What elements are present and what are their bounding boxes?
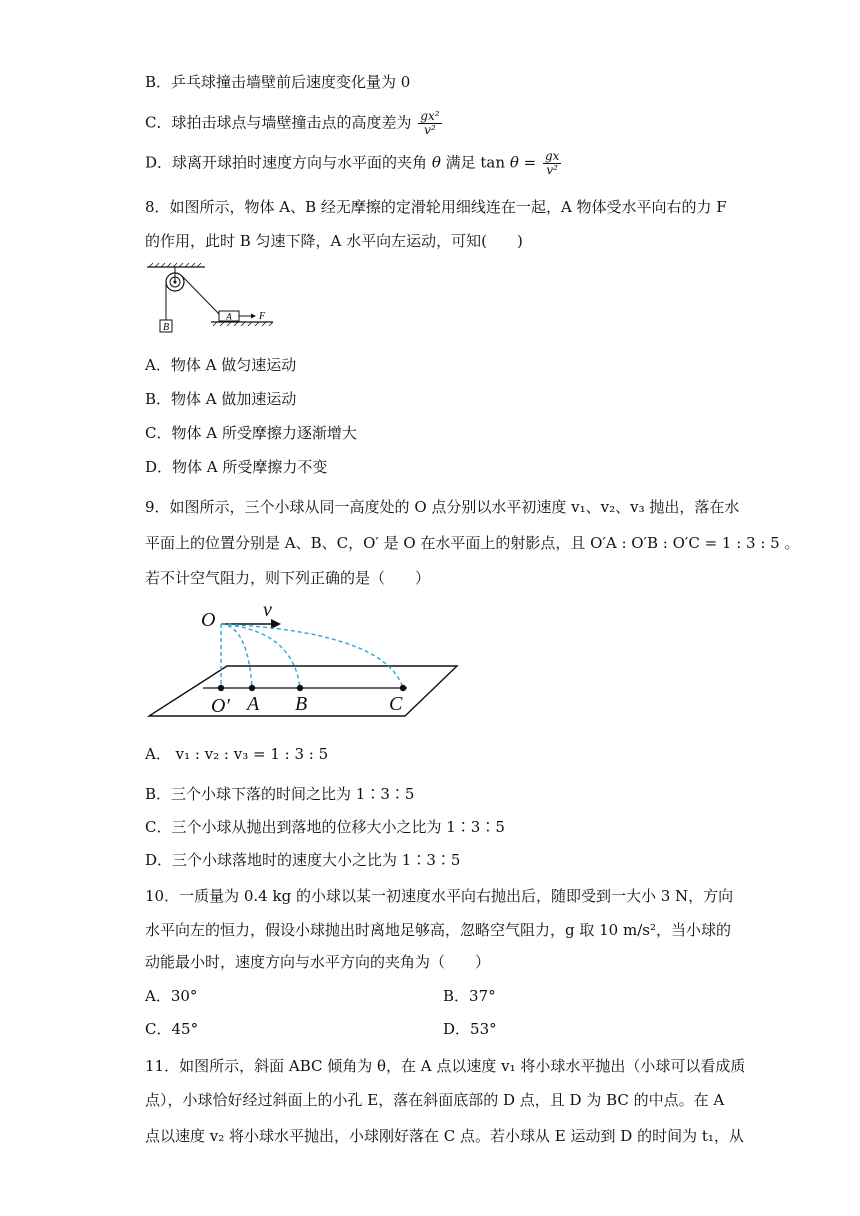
q8-option-d: D．物体 A 所受摩擦力不变 [145, 458, 328, 476]
fraction-denominator: v² [424, 123, 436, 137]
q9-stem-line3: 若不计空气阻力，则下列正确的是（ ） [145, 569, 431, 587]
trajectory-lines [221, 624, 403, 688]
q11-stem-line2: 点），小球恰好经过斜面上的小孔 E，落在斜面底部的 D 点，且 D 为 BC 的中点。在 A [145, 1091, 725, 1109]
q8-option-a: A．物体 A 做匀速运动 [145, 356, 297, 374]
q9-stem-line2: 平面上的位置分别是 A、B、C，O′ 是 O 在水平面上的射影点，且 O′A : O′B : O′C = 1 : 3 : 5 。 [145, 534, 800, 552]
q8-stem-line2: 的作用，此时 B 匀速下降，A 水平向左运动，可知( ) [145, 232, 523, 250]
label-v: v [263, 599, 272, 621]
q7-option-c [145, 110, 444, 137]
point-o-prime [218, 685, 224, 691]
point-a [249, 685, 255, 691]
q9-option-a: A． v₁ : v₂ : v₃ = 1 : 3 : 5 [145, 745, 329, 763]
q10-stem-line3: 动能最小时，速度方向与水平方向的夹角为（ ） [145, 953, 491, 971]
q8-option-c: C．物体 A 所受摩擦力逐渐增大 [145, 424, 357, 442]
label-b: B [295, 693, 308, 715]
q9-option-b: B．三个小球下落的时间之比为 1∶3∶5 [145, 785, 415, 803]
q11-stem-line1: 11．如图所示，斜面 ABC 倾角为 θ，在 A 点以速度 v₁ 将小球水平抛出（小球可以看成质 [145, 1057, 746, 1075]
q7-option-d-text: D．球离开球拍时速度方向与水平面的夹角 [145, 153, 428, 172]
point-c [400, 685, 406, 691]
block-b-label: B [162, 322, 170, 333]
point-b [297, 685, 303, 691]
block-a-label: A [226, 311, 232, 322]
theta-symbol: θ [431, 153, 441, 172]
q10-option-b: B．37° [443, 987, 496, 1005]
projectile-diagram [145, 598, 465, 723]
force-f-label: F [259, 311, 266, 322]
q10-option-a: A．30° [145, 987, 198, 1005]
fraction-denominator: v² [546, 163, 558, 177]
q11-stem-line3: 点以速度 v₂ 将小球水平抛出，小球刚好落在 C 点。若小球从 E 运动到 D 的时间为 t₁，从 [145, 1127, 744, 1145]
q8-option-b: B．物体 A 做加速运动 [145, 390, 297, 408]
pulley-diagram [145, 262, 275, 337]
q10-option-c: C．45° [145, 1020, 199, 1038]
q10-stem-line1: 10．一质量为 0.4 kg 的小球以某一初速度水平向右抛出后，随即受到一大小 3 N，方向 [145, 887, 734, 905]
q7-option-d-eq: θ = [509, 153, 537, 172]
label-c: C [389, 693, 403, 715]
q10-option-d: D．53° [443, 1020, 497, 1038]
q7-option-b: B．乒乓球撞击墙壁前后速度变化量为 0 [145, 73, 411, 91]
q9-option-c: C．三个小球从抛出到落地的位移大小之比为 1∶3∶5 [145, 818, 505, 836]
q7-option-d-fraction [543, 150, 561, 177]
q7-option-d [145, 150, 563, 177]
q9-option-d: D．三个小球落地时的速度大小之比为 1∶3∶5 [145, 851, 461, 869]
q7-option-c-text: C．球拍击球点与墙壁撞击点的高度差为 [145, 113, 412, 132]
q9-stem-line1: 9．如图所示，三个小球从同一高度处的 O 点分别以水平初速度 v₁、v₂、v₃ 抛出，落在水 [145, 498, 740, 516]
fraction-numerator: gx² [420, 109, 440, 123]
label-o: O [201, 609, 216, 631]
q8-stem-line1: 8．如图所示，物体 A、B 经无摩擦的定滑轮用细线连在一起，A 物体受水平向右的力 F [145, 198, 727, 216]
label-a: A [247, 693, 260, 715]
label-o-prime: O′ [211, 695, 230, 717]
q10-stem-line2: 水平向左的恒力，假设小球抛出时离地足够高，忽略空气阻力，g 取 10 m/s²，当小球的 [145, 921, 731, 939]
q7-option-c-fraction [418, 110, 441, 137]
fraction-numerator: gx [544, 149, 560, 163]
q7-option-d-mid: 满足 tan [445, 153, 506, 172]
